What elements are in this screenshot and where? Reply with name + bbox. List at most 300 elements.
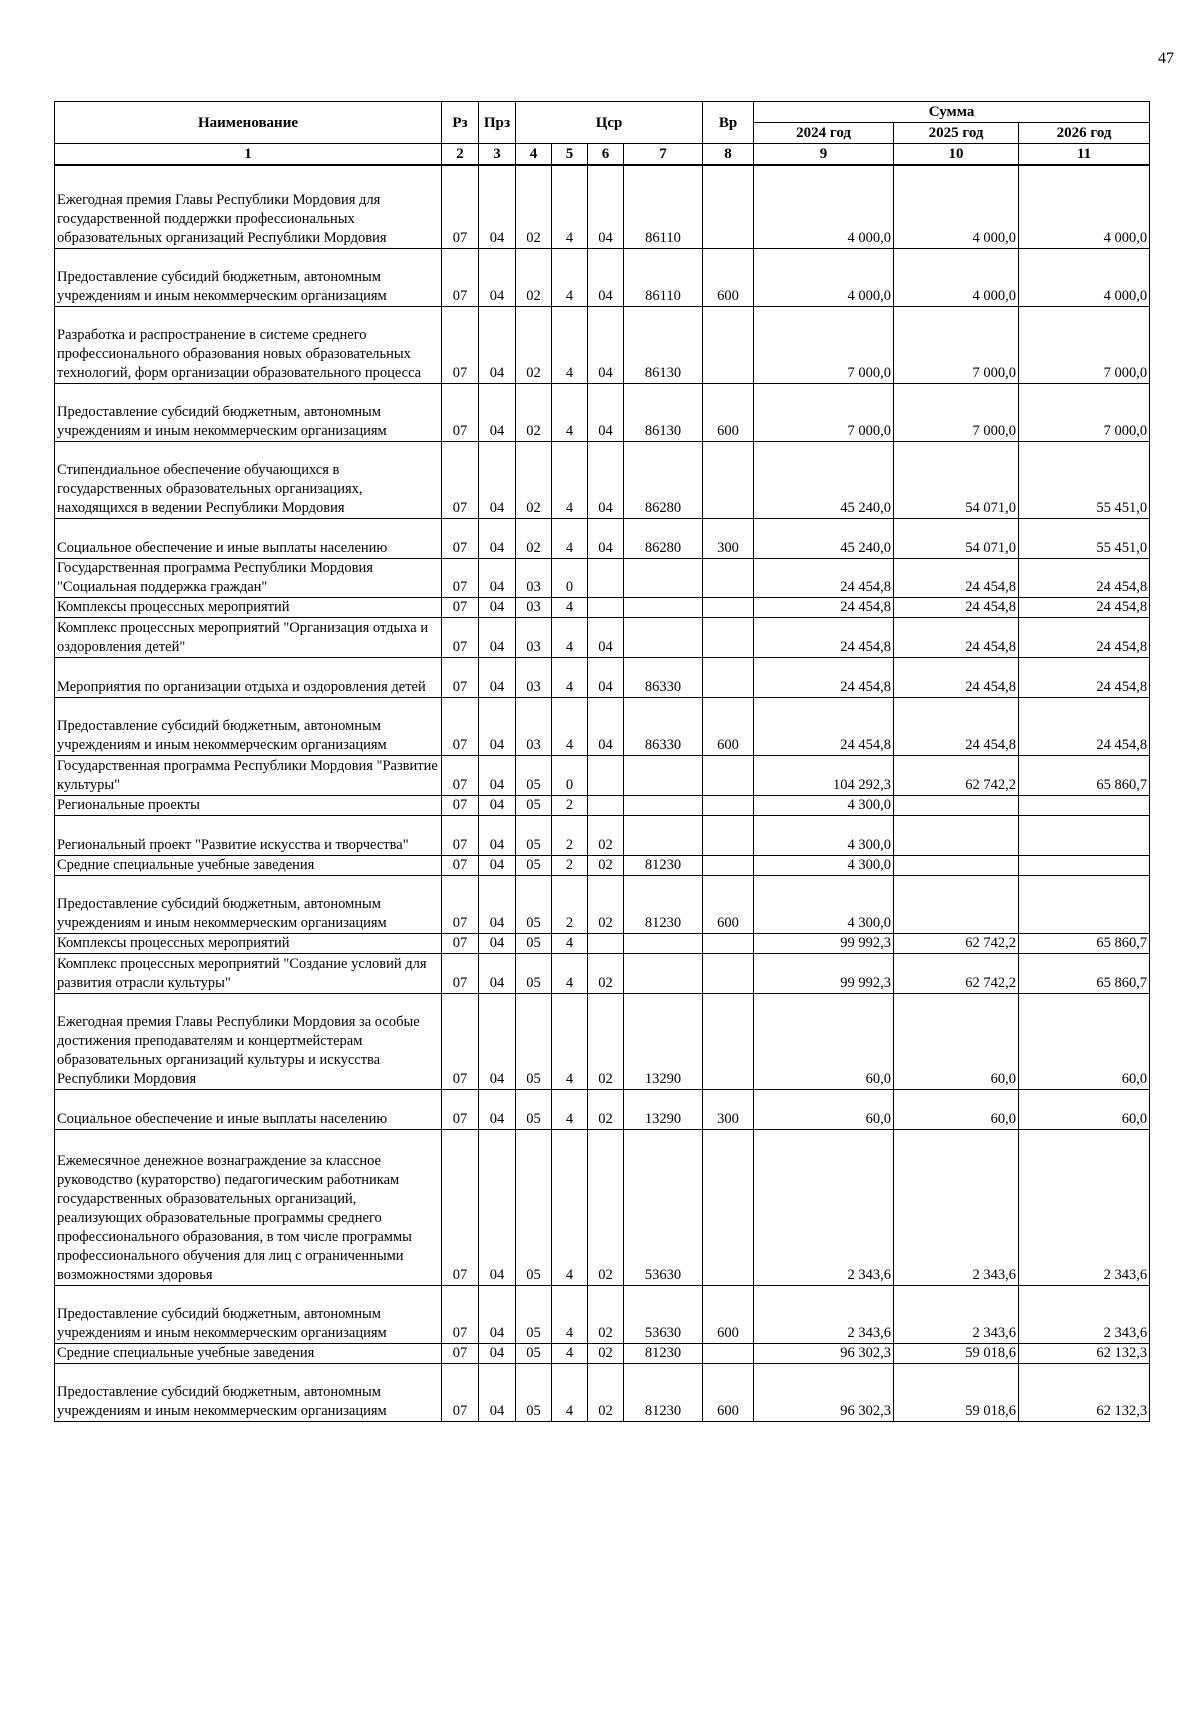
row-amount-2026: 60,0 [1019, 993, 1150, 1089]
row-csr-3: 02 [588, 993, 624, 1089]
row-amount-2024: 24 454,8 [754, 558, 894, 597]
row-rz: 07 [442, 933, 479, 953]
table-row [55, 755, 1150, 795]
row-vr [703, 1129, 754, 1285]
row-csr-2: 2 [552, 795, 588, 815]
table-row [55, 441, 1150, 518]
row-name: Предоставление субсидий бюджетным, автономным учреждениям и иным некоммерческим организациям [55, 248, 442, 306]
row-vr: 600 [703, 1363, 754, 1421]
table-row [55, 933, 1150, 953]
row-csr-3: 04 [588, 441, 624, 518]
row-prz: 04 [479, 441, 516, 518]
row-rz: 07 [442, 755, 479, 795]
row-csr-4: 86130 [624, 306, 703, 383]
row-csr-4: 81230 [624, 1343, 703, 1363]
row-vr [703, 165, 754, 248]
row-vr: 600 [703, 1285, 754, 1343]
row-rz: 07 [442, 875, 479, 933]
col-number: 9 [754, 144, 894, 166]
row-amount-2025: 24 454,8 [894, 597, 1019, 617]
row-rz: 07 [442, 165, 479, 248]
row-name: Предоставление субсидий бюджетным, автономным учреждениям и иным некоммерческим организациям [55, 1363, 442, 1421]
row-amount-2024: 96 302,3 [754, 1343, 894, 1363]
row-prz: 04 [479, 1129, 516, 1285]
row-rz: 07 [442, 306, 479, 383]
row-prz: 04 [479, 248, 516, 306]
row-amount-2024: 104 292,3 [754, 755, 894, 795]
row-vr [703, 993, 754, 1089]
row-vr [703, 795, 754, 815]
row-amount-2025 [894, 815, 1019, 855]
row-csr-1: 05 [516, 1089, 552, 1129]
row-vr [703, 1343, 754, 1363]
row-csr-2: 4 [552, 617, 588, 657]
row-prz: 04 [479, 617, 516, 657]
row-name: Социальное обеспечение и иные выплаты населению [55, 518, 442, 558]
header-name: Наименование [55, 102, 442, 144]
row-csr-1: 05 [516, 855, 552, 875]
row-amount-2026: 7 000,0 [1019, 383, 1150, 441]
header-vr: Вр [703, 102, 754, 144]
row-csr-2: 4 [552, 1343, 588, 1363]
row-vr: 600 [703, 383, 754, 441]
row-csr-3: 04 [588, 617, 624, 657]
table-row [55, 697, 1150, 755]
row-csr-4: 81230 [624, 855, 703, 875]
row-csr-4 [624, 558, 703, 597]
row-amount-2024: 24 454,8 [754, 657, 894, 697]
row-vr [703, 953, 754, 993]
row-name: Предоставление субсидий бюджетным, автономным учреждениям и иным некоммерческим организациям [55, 697, 442, 755]
row-csr-2: 0 [552, 755, 588, 795]
row-amount-2025 [894, 855, 1019, 875]
row-amount-2026: 4 000,0 [1019, 248, 1150, 306]
row-amount-2025: 4 000,0 [894, 248, 1019, 306]
row-amount-2025: 62 742,2 [894, 755, 1019, 795]
row-csr-1: 05 [516, 1343, 552, 1363]
table-row [55, 165, 1150, 248]
row-vr [703, 657, 754, 697]
header-csr: Цср [516, 102, 703, 144]
row-csr-1: 05 [516, 1285, 552, 1343]
col-number: 10 [894, 144, 1019, 166]
row-csr-4: 86330 [624, 657, 703, 697]
row-vr: 300 [703, 1089, 754, 1129]
row-amount-2026: 2 343,6 [1019, 1129, 1150, 1285]
row-amount-2024: 2 343,6 [754, 1129, 894, 1285]
row-amount-2026: 4 000,0 [1019, 165, 1150, 248]
row-amount-2024: 99 992,3 [754, 953, 894, 993]
row-amount-2024: 24 454,8 [754, 597, 894, 617]
row-prz: 04 [479, 875, 516, 933]
row-csr-4: 81230 [624, 1363, 703, 1421]
row-amount-2024: 4 300,0 [754, 795, 894, 815]
table-body [55, 165, 1150, 1421]
row-csr-3: 04 [588, 518, 624, 558]
table-row [55, 993, 1150, 1089]
row-amount-2025: 54 071,0 [894, 518, 1019, 558]
row-csr-3 [588, 755, 624, 795]
table-row [55, 558, 1150, 597]
row-amount-2024: 4 300,0 [754, 855, 894, 875]
row-rz: 07 [442, 558, 479, 597]
row-name: Средние специальные учебные заведения [55, 1343, 442, 1363]
col-number: 3 [479, 144, 516, 166]
row-csr-1: 02 [516, 441, 552, 518]
row-rz: 07 [442, 815, 479, 855]
row-amount-2026: 60,0 [1019, 1089, 1150, 1129]
table-row [55, 795, 1150, 815]
row-csr-2: 4 [552, 1089, 588, 1129]
row-csr-4: 53630 [624, 1129, 703, 1285]
row-vr: 300 [703, 518, 754, 558]
row-amount-2024: 4 000,0 [754, 248, 894, 306]
row-prz: 04 [479, 855, 516, 875]
table-row [55, 1285, 1150, 1343]
row-rz: 07 [442, 617, 479, 657]
row-vr [703, 855, 754, 875]
row-vr: 600 [703, 248, 754, 306]
table-row [55, 953, 1150, 993]
row-csr-1: 03 [516, 558, 552, 597]
table-row [55, 617, 1150, 657]
row-amount-2024: 2 343,6 [754, 1285, 894, 1343]
row-name: Средние специальные учебные заведения [55, 855, 442, 875]
row-prz: 04 [479, 1089, 516, 1129]
row-prz: 04 [479, 953, 516, 993]
table-row [55, 855, 1150, 875]
row-amount-2024: 99 992,3 [754, 933, 894, 953]
col-number: 7 [624, 144, 703, 166]
row-amount-2025: 62 742,2 [894, 933, 1019, 953]
row-vr: 600 [703, 697, 754, 755]
row-csr-2: 0 [552, 558, 588, 597]
row-csr-4: 86330 [624, 697, 703, 755]
row-csr-1: 05 [516, 815, 552, 855]
row-csr-3: 04 [588, 697, 624, 755]
row-name: Комплекс процессных мероприятий "Создание условий для развития отрасли культуры" [55, 953, 442, 993]
row-csr-2: 2 [552, 815, 588, 855]
row-csr-3: 02 [588, 855, 624, 875]
row-csr-3 [588, 558, 624, 597]
row-amount-2026: 55 451,0 [1019, 518, 1150, 558]
row-csr-4: 86110 [624, 165, 703, 248]
row-amount-2026: 2 343,6 [1019, 1285, 1150, 1343]
row-csr-2: 4 [552, 518, 588, 558]
row-prz: 04 [479, 933, 516, 953]
row-csr-1: 05 [516, 795, 552, 815]
row-amount-2026: 55 451,0 [1019, 441, 1150, 518]
row-prz: 04 [479, 1363, 516, 1421]
row-rz: 07 [442, 795, 479, 815]
table-row [55, 657, 1150, 697]
row-csr-1: 02 [516, 518, 552, 558]
row-csr-2: 4 [552, 933, 588, 953]
row-amount-2026: 24 454,8 [1019, 617, 1150, 657]
row-csr-3 [588, 597, 624, 617]
row-name: Мероприятия по организации отдыха и оздоровления детей [55, 657, 442, 697]
row-amount-2026: 24 454,8 [1019, 558, 1150, 597]
row-amount-2025 [894, 795, 1019, 815]
row-vr: 600 [703, 875, 754, 933]
header-rz: Рз [442, 102, 479, 144]
row-csr-1: 02 [516, 165, 552, 248]
header-year-2026: 2026 год [1019, 123, 1150, 144]
row-amount-2025: 24 454,8 [894, 617, 1019, 657]
row-name: Ежегодная премия Главы Республики Мордовия за особые достижения преподавателям и концертмейстерам образовательных организаций культуры и искусства Республики Мордовия [55, 993, 442, 1089]
row-csr-1: 03 [516, 617, 552, 657]
row-name: Предоставление субсидий бюджетным, автономным учреждениям и иным некоммерческим организациям [55, 383, 442, 441]
row-rz: 07 [442, 441, 479, 518]
row-amount-2024: 60,0 [754, 993, 894, 1089]
row-csr-4 [624, 795, 703, 815]
row-csr-4: 86280 [624, 518, 703, 558]
row-prz: 04 [479, 657, 516, 697]
row-csr-2: 2 [552, 875, 588, 933]
row-prz: 04 [479, 697, 516, 755]
row-csr-1: 03 [516, 657, 552, 697]
row-csr-2: 4 [552, 383, 588, 441]
header-sum: Сумма [754, 102, 1150, 123]
row-prz: 04 [479, 815, 516, 855]
row-amount-2026: 65 860,7 [1019, 953, 1150, 993]
row-name: Социальное обеспечение и иные выплаты населению [55, 1089, 442, 1129]
table-header [55, 102, 1150, 166]
row-prz: 04 [479, 795, 516, 815]
row-name: Разработка и распространение в системе среднего профессионального образования новых образовательных технологий, форм организации образовательного процесса [55, 306, 442, 383]
row-rz: 07 [442, 383, 479, 441]
row-vr [703, 597, 754, 617]
row-name: Ежегодная премия Главы Республики Мордовия для государственной поддержки профессиональных образовательных организаций Республики Мордовия [55, 165, 442, 248]
row-csr-3: 02 [588, 1343, 624, 1363]
row-csr-4: 53630 [624, 1285, 703, 1343]
row-csr-2: 2 [552, 855, 588, 875]
row-csr-3: 04 [588, 657, 624, 697]
row-csr-4: 86280 [624, 441, 703, 518]
row-csr-1: 02 [516, 306, 552, 383]
table-row [55, 875, 1150, 933]
row-vr [703, 558, 754, 597]
row-amount-2024: 24 454,8 [754, 617, 894, 657]
row-vr [703, 755, 754, 795]
row-amount-2026: 62 132,3 [1019, 1363, 1150, 1421]
row-prz: 04 [479, 755, 516, 795]
row-csr-1: 03 [516, 697, 552, 755]
row-rz: 07 [442, 1363, 479, 1421]
row-prz: 04 [479, 518, 516, 558]
header-prz: Прз [479, 102, 516, 144]
col-number: 11 [1019, 144, 1150, 166]
row-csr-2: 4 [552, 953, 588, 993]
row-amount-2025: 7 000,0 [894, 383, 1019, 441]
row-name: Региональный проект "Развитие искусства и творчества" [55, 815, 442, 855]
table-row [55, 815, 1150, 855]
row-csr-4 [624, 755, 703, 795]
row-csr-1: 05 [516, 993, 552, 1089]
table-row [55, 1363, 1150, 1421]
row-rz: 07 [442, 597, 479, 617]
row-amount-2024: 45 240,0 [754, 441, 894, 518]
col-number: 2 [442, 144, 479, 166]
row-csr-4 [624, 617, 703, 657]
row-prz: 04 [479, 993, 516, 1089]
row-name: Комплекс процессных мероприятий "Организация отдыха и оздоровления детей" [55, 617, 442, 657]
row-amount-2025: 7 000,0 [894, 306, 1019, 383]
row-csr-2: 4 [552, 1285, 588, 1343]
row-amount-2025: 54 071,0 [894, 441, 1019, 518]
row-name: Предоставление субсидий бюджетным, автономным учреждениям и иным некоммерческим организациям [55, 875, 442, 933]
row-csr-3: 02 [588, 1285, 624, 1343]
row-csr-1: 05 [516, 755, 552, 795]
row-name: Комплексы процессных мероприятий [55, 597, 442, 617]
row-name: Государственная программа Республики Мордовия "Социальная поддержка граждан" [55, 558, 442, 597]
row-name: Государственная программа Республики Мордовия "Развитие культуры" [55, 755, 442, 795]
row-csr-4: 13290 [624, 993, 703, 1089]
col-number: 5 [552, 144, 588, 166]
row-csr-1: 02 [516, 248, 552, 306]
row-csr-4: 86130 [624, 383, 703, 441]
row-amount-2025: 59 018,6 [894, 1363, 1019, 1421]
row-amount-2026 [1019, 795, 1150, 815]
row-csr-3: 02 [588, 953, 624, 993]
row-rz: 07 [442, 1285, 479, 1343]
row-csr-2: 4 [552, 657, 588, 697]
row-amount-2024: 45 240,0 [754, 518, 894, 558]
row-csr-3: 02 [588, 815, 624, 855]
row-csr-3: 04 [588, 165, 624, 248]
row-amount-2024: 4 000,0 [754, 165, 894, 248]
budget-table [54, 101, 1150, 1422]
row-csr-3: 02 [588, 1363, 624, 1421]
row-csr-4: 81230 [624, 875, 703, 933]
row-amount-2025: 24 454,8 [894, 697, 1019, 755]
row-csr-2: 4 [552, 697, 588, 755]
row-amount-2025: 59 018,6 [894, 1343, 1019, 1363]
row-csr-4 [624, 597, 703, 617]
row-csr-4: 13290 [624, 1089, 703, 1129]
row-csr-4 [624, 953, 703, 993]
table-row [55, 597, 1150, 617]
row-csr-2: 4 [552, 597, 588, 617]
row-csr-2: 4 [552, 993, 588, 1089]
row-amount-2025: 2 343,6 [894, 1285, 1019, 1343]
row-csr-3: 02 [588, 875, 624, 933]
row-csr-3: 02 [588, 1089, 624, 1129]
row-csr-1: 05 [516, 1129, 552, 1285]
row-rz: 07 [442, 1089, 479, 1129]
row-csr-3 [588, 795, 624, 815]
row-csr-2: 4 [552, 1363, 588, 1421]
row-prz: 04 [479, 383, 516, 441]
row-amount-2025: 24 454,8 [894, 558, 1019, 597]
row-amount-2024: 24 454,8 [754, 697, 894, 755]
row-name: Комплексы процессных мероприятий [55, 933, 442, 953]
row-amount-2026 [1019, 875, 1150, 933]
row-csr-1: 05 [516, 1363, 552, 1421]
row-csr-2: 4 [552, 1129, 588, 1285]
row-amount-2026: 24 454,8 [1019, 597, 1150, 617]
row-amount-2024: 4 300,0 [754, 875, 894, 933]
row-csr-4 [624, 815, 703, 855]
col-number: 1 [55, 144, 442, 166]
table-row [55, 306, 1150, 383]
row-amount-2026: 65 860,7 [1019, 755, 1150, 795]
row-rz: 07 [442, 855, 479, 875]
row-rz: 07 [442, 518, 479, 558]
row-rz: 07 [442, 1343, 479, 1363]
row-prz: 04 [479, 558, 516, 597]
row-csr-4 [624, 933, 703, 953]
page-number: 47 [1158, 50, 1174, 67]
row-csr-3: 02 [588, 1129, 624, 1285]
row-amount-2026: 7 000,0 [1019, 306, 1150, 383]
row-amount-2025: 60,0 [894, 993, 1019, 1089]
row-amount-2026: 65 860,7 [1019, 933, 1150, 953]
row-rz: 07 [442, 1129, 479, 1285]
table-row [55, 248, 1150, 306]
row-amount-2025: 60,0 [894, 1089, 1019, 1129]
col-number: 8 [703, 144, 754, 166]
row-prz: 04 [479, 165, 516, 248]
row-csr-2: 4 [552, 165, 588, 248]
table-row [55, 1089, 1150, 1129]
row-amount-2025: 24 454,8 [894, 657, 1019, 697]
row-amount-2025: 62 742,2 [894, 953, 1019, 993]
row-amount-2026 [1019, 815, 1150, 855]
row-amount-2026 [1019, 855, 1150, 875]
row-amount-2024: 96 302,3 [754, 1363, 894, 1421]
row-vr [703, 815, 754, 855]
row-csr-2: 4 [552, 248, 588, 306]
col-number: 4 [516, 144, 552, 166]
row-vr [703, 441, 754, 518]
row-amount-2024: 4 300,0 [754, 815, 894, 855]
table-row [55, 1343, 1150, 1363]
header-year-2025: 2025 год [894, 123, 1019, 144]
row-csr-1: 05 [516, 953, 552, 993]
table-row [55, 518, 1150, 558]
row-prz: 04 [479, 1285, 516, 1343]
header-year-2024: 2024 год [754, 123, 894, 144]
row-csr-4: 86110 [624, 248, 703, 306]
row-vr [703, 617, 754, 657]
row-csr-1: 02 [516, 383, 552, 441]
row-name: Предоставление субсидий бюджетным, автономным учреждениям и иным некоммерческим организациям [55, 1285, 442, 1343]
table-row [55, 1129, 1150, 1285]
row-prz: 04 [479, 1343, 516, 1363]
row-rz: 07 [442, 248, 479, 306]
row-prz: 04 [479, 597, 516, 617]
row-amount-2025: 2 343,6 [894, 1129, 1019, 1285]
row-csr-3 [588, 933, 624, 953]
row-amount-2025 [894, 875, 1019, 933]
row-rz: 07 [442, 657, 479, 697]
row-csr-1: 05 [516, 875, 552, 933]
table-row [55, 383, 1150, 441]
row-vr [703, 933, 754, 953]
row-csr-1: 03 [516, 597, 552, 617]
row-csr-3: 04 [588, 248, 624, 306]
row-name: Стипендиальное обеспечение обучающихся в государственных образовательных организациях, находящихся в ведении Республики Мордовия [55, 441, 442, 518]
row-prz: 04 [479, 306, 516, 383]
row-csr-1: 05 [516, 933, 552, 953]
col-number: 6 [588, 144, 624, 166]
row-csr-2: 4 [552, 441, 588, 518]
row-amount-2026: 24 454,8 [1019, 657, 1150, 697]
row-rz: 07 [442, 697, 479, 755]
row-vr [703, 306, 754, 383]
row-amount-2025: 4 000,0 [894, 165, 1019, 248]
